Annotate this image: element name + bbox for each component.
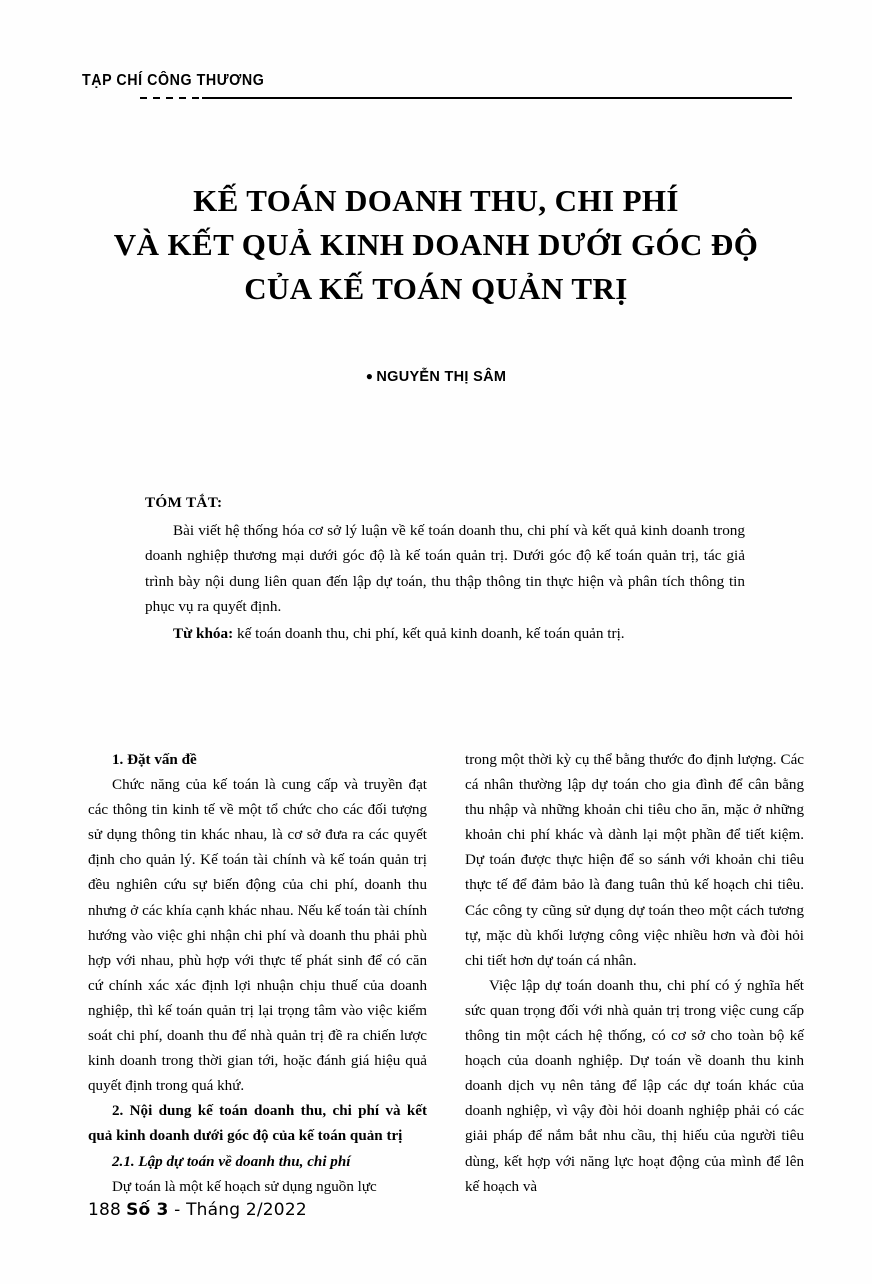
body-columns — [88, 748, 804, 1195]
title-line-2: VÀ KẾT QUẢ KINH DOANH DƯỚI GÓC ĐỘ — [113, 226, 759, 262]
right-paragraph-1: trong một thời kỳ cụ thể bằng thước đo định lượng. Các cá nhân thường lập dự toán cho gia đình để cân bằng thu nhập và những khoản chi tiêu cho ăn, mặc ở những khoản chi phí khác và dành lại một phần để tiết kiệm. Dự toán được thực hiện để so sánh với khoản chi tiêu thực tế để đảm bảo là đang tuân thủ kế hoạch chi tiêu. Các công ty cũng sử dụng dự toán theo một cách tương tự, mặc dù khối lượng công việc nhiều hơn và đòi hỏi chi tiết hơn dự toán cá nhân. — [465, 752, 804, 969]
abstract-keywords — [145, 621, 745, 647]
footer-issue: Số 3 — [126, 1200, 169, 1220]
author-name: NGUYỄN THỊ SÂM — [376, 369, 507, 385]
title-line-3: CỦA KẾ TOÁN QUẢN TRỊ — [244, 270, 628, 306]
left-paragraph-2: Dự toán là một kế hoạch sử dụng nguồn lực — [112, 1178, 377, 1195]
left-column — [88, 748, 427, 1195]
keywords-value: kế toán doanh thu, chi phí, kết quả kinh doanh, kế toán quản trị. — [236, 624, 625, 642]
title-line-1: KẾ TOÁN DOANH THU, CHI PHÍ — [193, 182, 679, 218]
heading-section-1: 1. Đặt vấn đề — [112, 752, 197, 768]
right-column — [465, 748, 804, 1195]
journal-name: TẠP CHÍ CÔNG THƯƠNG — [82, 72, 265, 89]
heading-section-2-1: 2.1. Lập dự toán về doanh thu, chi phí — [112, 1153, 351, 1170]
bullet-icon: ● — [365, 369, 374, 383]
heading-section-2: 2. Nội dung kế toán doanh thu, chi phí và kết quả kinh doanh dưới góc độ của kế toán quản trị — [88, 1103, 427, 1145]
left-paragraph-1: Chức năng của kế toán là cung cấp và truyền đạt các thông tin kinh tế về một tổ chức cho các đối tượng sử dụng thông tin khác nhau, là cơ sở đưa ra các quyết định cho quản lý. Kế toán tài chính và kế toán quản trị đều nghiên cứu sự biến động của chi phí, doanh thu nhưng ở các khía cạnh khác nhau. Nếu kế toán tài chính hướng vào việc ghi nhận chi phí và doanh thu phải phù hợp với nhau, phù hợp với thực tế phát sinh để có căn cứ chính xác xác định lợi nhuận chịu thuế của doanh nghiệp, thì kế toán quản trị lại trọng tâm vào việc kiểm soát chi phí, doanh thu để nhà quản trị đề ra chiến lược kinh doanh trong thời gian tới, hoặc đánh giá hiệu quả quyết định trong quá khứ. — [88, 777, 427, 1095]
masthead-dash-segment — [140, 97, 200, 99]
page-title — [60, 179, 812, 311]
footer-issue-date: - Tháng 2/2022 — [174, 1200, 307, 1220]
masthead — [82, 72, 792, 106]
keywords-label: Từ khóa: — [173, 624, 234, 642]
right-paragraph-2: Việc lập dự toán doanh thu, chi phí có ý nghĩa hết sức quan trọng đối với nhà quản trị trong việc cung cấp thông tin một cách hệ thống, có cơ sở cho toàn bộ kế hoạch của doanh nghiệp. Dự toán về doanh thu kinh doanh dịch vụ nên tảng để lập các dự toán khác của doanh nghiệp, vì vậy đòi hỏi doanh nghiệp phải có các giải pháp để nắm bắt nhu cầu, thị hiếu của người tiêu dùng, kết hợp với năng lực hoạt động của mình để lên kế hoạch và — [465, 977, 804, 1195]
page-footer — [88, 1200, 307, 1220]
author-byline — [60, 369, 812, 385]
masthead-rule — [202, 97, 792, 99]
abstract-body: Bài viết hệ thống hóa cơ sở lý luận về kế toán doanh thu, chi phí và kết quả kinh doanh trong doanh nghiệp thương mại dưới góc độ là kế toán quản trị. Dưới góc độ kế toán quản trị, tác giả trình bày nội dung liên quan đến lập dự toán, thu thập thông tin thực hiện và phân tích thông tin phục vụ ra quyết định. — [145, 521, 745, 615]
abstract-heading: TÓM TẮT: — [145, 494, 223, 511]
footer-page-number: 188 — [88, 1200, 122, 1220]
abstract-section — [145, 490, 745, 646]
